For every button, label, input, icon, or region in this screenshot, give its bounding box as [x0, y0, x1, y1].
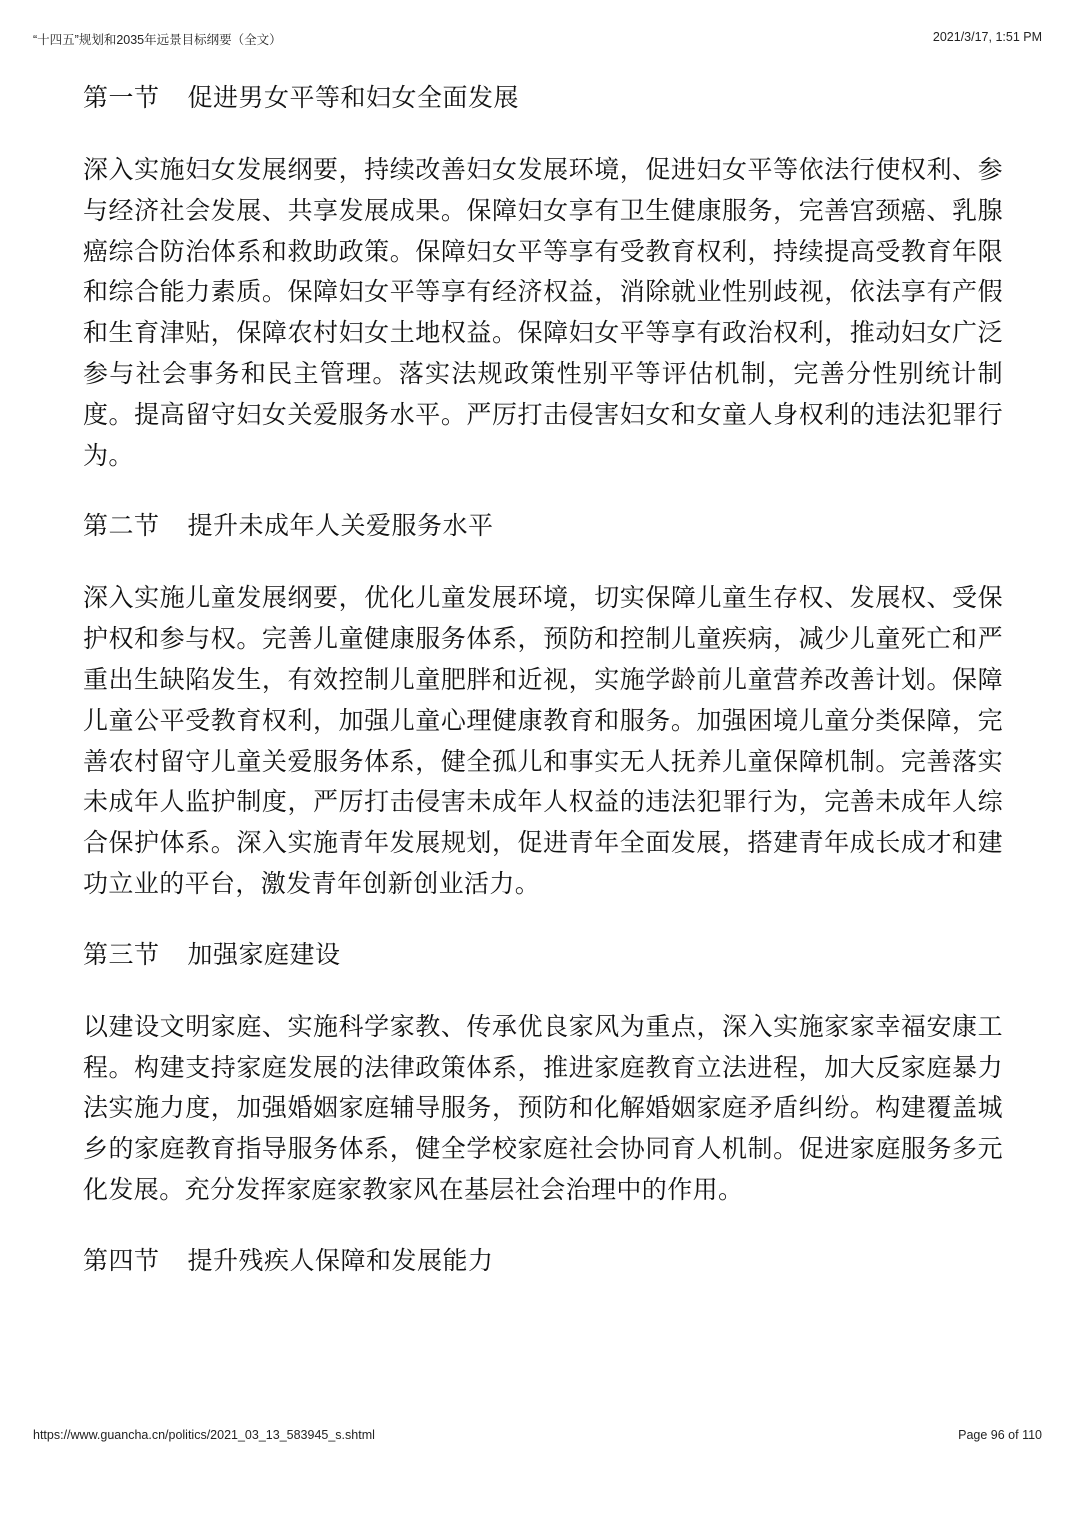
section-title: 促进男女平等和妇女全面发展 — [187, 83, 520, 112]
article-content — [83, 78, 1003, 1281]
section-number: 第二节 — [83, 511, 160, 541]
section-number: 第四节 — [83, 1245, 160, 1275]
section-number: 第一节 — [83, 83, 160, 112]
section-title: 加强家庭建设 — [187, 939, 341, 969]
page-header — [33, 30, 1042, 48]
print-datetime: 2021/3/17, 1:51 PM — [932, 30, 1042, 44]
document-title: “十四五”规划和2035年远景目标纲要（全文） — [33, 33, 282, 47]
section-heading — [83, 506, 1003, 546]
source-url[interactable]: https://www.guancha.cn/politics/2021_03_13_583945_s.shtml — [33, 1428, 375, 1442]
section-title: 提升残疾人保障和发展能力 — [187, 1245, 494, 1275]
section-paragraph: 以建设文明家庭、实施科学家教、传承优良家风为重点，深入实施家家幸福安康工程。构建支持家庭发展的法律政策体系，推进家庭教育立法进程，加大反家庭暴力法实施力度，加强婚姻家庭辅导服务，预防和化解婚姻家庭矛盾纠纷。构建覆盖城乡的家庭教育指导服务体系，健全学校家庭社会协同育人机制。促进家庭服务多元化发展。充分发挥家庭家教家风在基层社会治理中的作用。 — [83, 1011, 1003, 1204]
section-number: 第三节 — [83, 939, 160, 969]
page-footer — [33, 1428, 1042, 1446]
section-title: 提升未成年人关爱服务水平 — [187, 511, 494, 541]
section-paragraph: 深入实施妇女发展纲要，持续改善妇女发展环境，促进妇女平等依法行使权利、参与经济社会发展、共享发展成果。保障妇女享有卫生健康服务，完善宫颈癌、乳腺癌综合防治体系和救助政策。保障妇女平等享有受教育权利，持续提高受教育年限和综合能力素质。保障妇女平等享有经济权益，消除就业性别歧视，依法享有产假和生育津贴，保障农村妇女土地权益。保障妇女平等享有政治权利，推动妇女广泛参与社会事务和民主管理。落实法规政策性别平等评估机制，完善分性别统计制度。提高留守妇女关爱服务水平。严厉打击侵害妇女和女童人身权利的违法犯罪行为。 — [83, 155, 1003, 470]
section-heading — [83, 935, 1003, 975]
section-heading — [83, 78, 1003, 118]
section-heading — [83, 1241, 1003, 1281]
page-number: Page 96 of 110 — [958, 1428, 1042, 1442]
section-paragraph: 深入实施儿童发展纲要，优化儿童发展环境，切实保障儿童生存权、发展权、受保护权和参与权。完善儿童健康服务体系，预防和控制儿童疾病，减少儿童死亡和严重出生缺陷发生，有效控制儿童肥胖和近视，实施学龄前儿童营养改善计划。保障儿童公平受教育权利，加强儿童心理健康教育和服务。加强困境儿童分类保障，完善农村留守儿童关爱服务体系，健全孤儿和事实无人抚养儿童保障机制。完善落实未成年人监护制度，严厉打击侵害未成年人权益的违法犯罪行为，完善未成年人综合保护体系。深入实施青年发展规划，促进青年全面发展，搭建青年成长成才和建功立业的平台，激发青年创新创业活力。 — [83, 583, 1003, 898]
